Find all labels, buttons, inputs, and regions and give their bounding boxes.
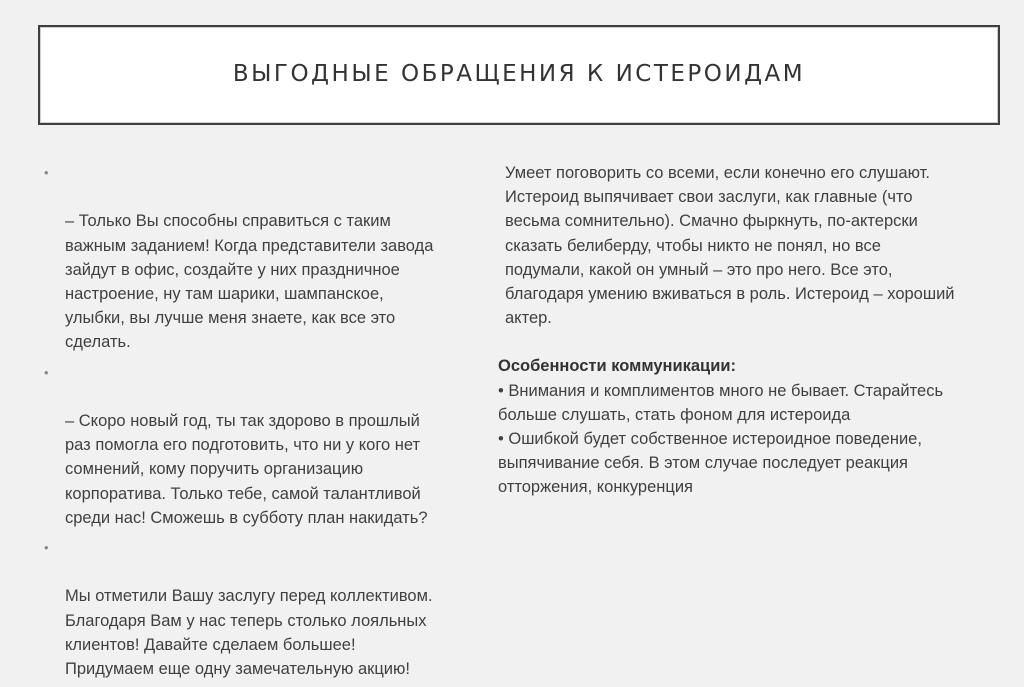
list-item-text: – Скоро новый год, ты так здорово в прошлый раз помогла его подготовить, что ни у кого нет сомнений, кому поручить организацию корпоратива. Только тебе, самой талантливой среди нас! Сможешь в субботу план накидать? <box>65 412 428 527</box>
list-item <box>44 361 464 530</box>
list-item <box>44 161 464 355</box>
feature-item: • Внимания и комплиментов много не бывает. Старайтесь больше слушать, стать фоном для истероида <box>498 381 944 424</box>
description-paragraph: Умеет поговорить со всеми, если конечно его слушают. Истероид выпячивает свои заслуги, как главные (что весьма сомнительно). Смачно фыркнуть, по-актерски сказать белиберду, чтобы никто не понял, но все подумали, какой он умный – это про него. Все это, благодаря умению вживаться в роль. Истероид – хороший актер. <box>505 164 955 328</box>
slide-title-box <box>38 25 1000 125</box>
bullet-icon: • <box>44 540 49 556</box>
bullet-icon: • <box>44 165 49 180</box>
list-item <box>44 536 464 681</box>
bullet-icon: • <box>44 364 49 380</box>
features-heading: Особенности коммуникации: <box>498 357 736 376</box>
feature-item: • Ошибкой будет собственное истероидное поведение, выпячивание себя. В этом случае последует реакция отторжения, конкуренция <box>498 430 922 497</box>
list-item-text: – Только Вы способны справиться с таким важным заданием! Когда представители завода зайдут в офис, создайте у них праздничное настроение, ну там шарики, шампанское, улыбки, вы лучше меня знаете, как все это сделать. <box>65 212 434 352</box>
left-bullet-list <box>44 161 464 687</box>
right-column <box>498 161 988 500</box>
features-block <box>498 354 988 499</box>
list-item-text: Мы отметили Вашу заслугу перед коллективом. Благодаря Вам у нас теперь столько лояльных клиентов! Давайте сделаем большее! Придумаем еще одну замечательную акцию! <box>65 587 433 679</box>
slide-title: ВЫГОДНЫЕ ОБРАЩЕНИЯ К ИСТЕРОИДАМ <box>232 61 806 87</box>
